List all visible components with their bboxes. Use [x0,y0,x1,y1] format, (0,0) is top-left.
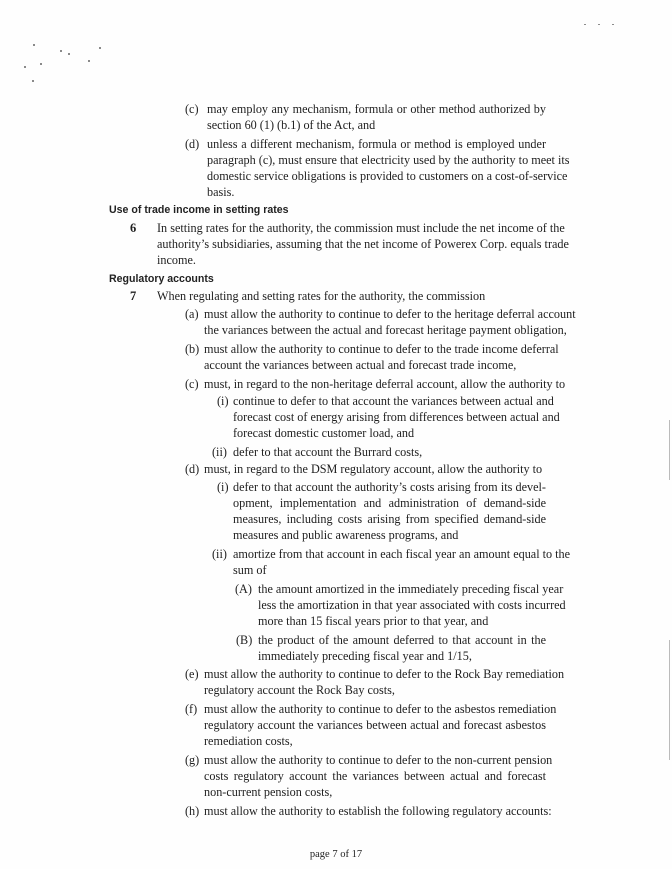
scan-speck [68,53,70,55]
scan-edge-line [669,420,670,480]
section-number: 7 [130,289,137,303]
paragraph-label: (c) [185,102,199,116]
scan-speck [33,44,35,46]
scan-speck [598,24,600,25]
scan-speck [612,24,614,25]
section-heading: Regulatory accounts [109,273,214,285]
paragraph-label: (h) [185,804,200,818]
paragraph-7e-line: regulatory account the Rock Bay costs, [204,683,395,697]
paragraph-7h-line: must allow the authority to establish the following regulatory accounts: [204,804,552,818]
clause-7d-ii-A-line: the amount amortized in the immediately preceding fiscal year [258,582,564,596]
paragraph-7g-line: must allow the authority to continue to defer to the non-current pension [204,753,553,767]
subparagraph-7c-i-line: forecast domestic customer load, and [233,426,415,440]
scan-speck [584,24,586,25]
subparagraph-label: (i) [217,394,229,408]
paragraph-7e-line: must allow the authority to continue to defer to the Rock Bay remediation [204,667,565,681]
scan-speck [60,50,62,52]
paragraph-7b-line: must allow the authority to continue to defer to the trade income deferral [204,342,559,356]
section-7-intro: When regulating and setting rates for the authority, the commission [157,289,486,303]
section-6-line: In setting rates for the authority, the commission must include the net income of the [157,221,565,235]
paragraph-7b-line: account the variances between actual and forecast trade income, [204,358,517,372]
scan-speck [32,80,34,82]
paragraph-label: (b) [185,342,200,356]
paragraph-d-line: domestic service obligations is provided to customers on a cost-of-service [207,169,568,183]
paragraph-7f-line: remediation costs, [204,734,293,748]
page-number-footer: page 7 of 17 [309,849,363,860]
clause-7d-ii-A-line: more than 15 fiscal years prior to that year, and [258,614,489,628]
subparagraph-7d-i-line: measures and public awareness programs, and [233,528,459,542]
paragraph-c-line: section 60 (1) (b.1) of the Act, and [207,118,376,132]
subparagraph-label: (i) [217,480,229,494]
paragraph-7c-line: must, in regard to the non-heritage deferral account, allow the authority to [204,377,566,391]
paragraph-label: (d) [185,462,200,476]
clause-7d-ii-B-line: immediately preceding fiscal year and 1/15, [258,649,472,663]
paragraph-7d-line: must, in regard to the DSM regulatory account, allow the authority to [204,462,543,476]
subparagraph-7d-i-line: defer to that account the authority’s costs arising from its devel- [233,480,546,494]
paragraph-d-line: unless a different mechanism, formula or method is employed under [207,137,546,151]
subparagraph-7d-ii-line: sum of [233,563,267,577]
paragraph-label: (d) [185,137,200,151]
clause-label: (A) [235,582,252,596]
subparagraph-7d-i-line: opment, implementation and administration of demand-side [233,496,546,510]
subparagraph-label: (ii) [212,547,227,561]
subparagraph-label: (ii) [212,445,227,459]
scan-edge-line [669,640,670,760]
clause-label: (B) [236,633,253,647]
paragraph-c-line: may employ any mechanism, formula or other method authorized by [207,102,546,116]
paragraph-label: (g) [185,753,200,767]
paragraph-d-line: basis. [207,185,235,199]
scan-speck [24,66,26,68]
paragraph-7a-line: must allow the authority to continue to defer to the heritage deferral account [204,307,576,321]
subparagraph-7d-i-line: measures, including costs arising from specified demand-side [233,512,546,526]
paragraph-label: (c) [185,377,199,391]
paragraph-7f-line: regulatory account the variances between actual and forecast asbestos [204,718,546,732]
scan-speck [99,47,101,49]
paragraph-7f-line: must allow the authority to continue to defer to the asbestos remediation [204,702,557,716]
clause-7d-ii-A-line: less the amortization in that year associated with costs incurred [258,598,566,612]
paragraph-7g-line: costs regulatory account the variances between actual and forecast [204,769,546,783]
paragraph-7g-line: non-current pension costs, [204,785,333,799]
section-6-line: authority’s subsidiaries, assuming that the net income of Powerex Corp. equals trade [157,237,569,251]
paragraph-label: (e) [185,667,199,681]
subparagraph-7d-ii-line: amortize from that account in each fiscal year an amount equal to the [233,547,571,561]
subparagraph-7c-ii-line: defer to that account the Burrard costs, [233,445,423,459]
subparagraph-7c-i-line: continue to defer to that account the variances between actual and [233,394,554,408]
scan-speck [88,60,90,62]
paragraph-label: (f) [185,702,198,716]
scan-speck [40,63,42,65]
section-number: 6 [130,221,137,235]
paragraph-label: (a) [185,307,199,321]
subparagraph-7c-i-line: forecast cost of energy arising from differences between actual and [233,410,560,424]
clause-7d-ii-B-line: the product of the amount deferred to that account in the [258,633,546,647]
section-heading: Use of trade income in setting rates [109,204,289,216]
paragraph-d-line: paragraph (c), must ensure that electricity used by the authority to meet its [207,153,570,167]
paragraph-7a-line: the variances between the actual and forecast heritage payment obligation, [204,323,567,337]
section-6-line: income. [157,253,196,267]
